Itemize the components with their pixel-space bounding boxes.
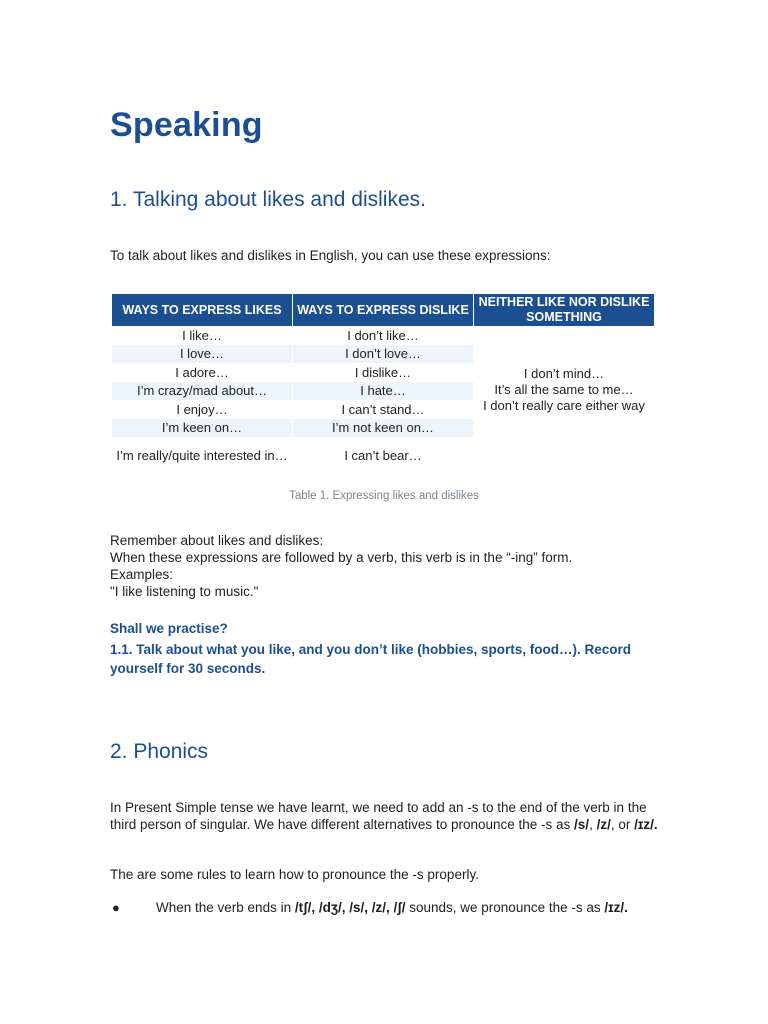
table-cell-merged: [474, 366, 654, 414]
table-cell: I like…: [182, 327, 222, 343]
bullet-text-part: When the verb ends in: [156, 900, 292, 915]
phonetic-symbol: /ɪz/.: [634, 816, 658, 832]
section-heading-phonics: 2. Phonics: [110, 740, 209, 763]
table-header-likes: WAYS TO EXPRESS LIKES: [112, 294, 292, 326]
dislikes-column: [293, 294, 473, 473]
likes-column: [112, 294, 292, 473]
table-cell: I enjoy…: [176, 401, 228, 417]
neither-column: [474, 294, 654, 474]
table-cell: I’m keen on…: [112, 419, 292, 438]
list-item-text: [132, 900, 658, 917]
phonics-text: or: [618, 816, 631, 832]
table-header-dislikes: WAYS TO EXPRESS DISLIKE: [293, 294, 473, 326]
bullet-text-part: sounds, we pronounce the -s as: [409, 900, 601, 915]
table-cell: I don’t like…: [347, 327, 419, 343]
phonetic-symbol: /s/: [574, 816, 590, 832]
likes-dislikes-table: [110, 294, 658, 474]
remember-line: Examples:: [110, 567, 174, 582]
table-cell: I love…: [112, 345, 292, 364]
table-cell: I don’t love…: [293, 345, 473, 364]
table-cell: I adore…: [175, 364, 229, 380]
table-caption: Table 1. Expressing likes and dislikes: [289, 490, 479, 502]
page-title: Speaking: [110, 106, 263, 144]
table-cell: I’m really/quite interested in…: [116, 447, 288, 463]
table-cell: I’m not keen on…: [293, 419, 473, 438]
remember-line: Remember about likes and dislikes:: [110, 533, 324, 548]
phonetic-symbols: /tʃ/, /dʒ/, /s/, /z/, /ʃ/: [294, 900, 406, 915]
table-cell: I can’t stand…: [341, 401, 425, 417]
table-cell: I can’t bear…: [344, 447, 422, 463]
table-cell: I dislike…: [354, 364, 412, 380]
table-cell-line: It’s all the same to me…: [494, 382, 634, 397]
practise-question: Shall we practise?: [110, 621, 228, 636]
phonics-text: In Present Simple tense we have learnt, we need to add an -s to the end of the verb in the third person of singular. We have different alternatives to pronounce the -s as: [110, 800, 647, 832]
phonetic-symbol: /ɪz/.: [604, 900, 628, 915]
table-cell: I hate…: [293, 382, 473, 401]
bullet-icon: ●: [112, 900, 120, 915]
list-item: [112, 900, 658, 917]
table-cell: I’m crazy/mad about…: [112, 382, 292, 401]
remember-line: When these expressions are followed by a verb, this verb is in the “-ing” form.: [110, 550, 573, 565]
intro-paragraph: To talk about likes and dislikes in English, you can use these expressions:: [110, 248, 551, 263]
phonics-paragraph: In Present Simple tense we have learnt, we need to add an -s to the end of the verb in the third person of singular. We have different alternatives to pronounce the -s as /s/, /z/, or /ɪz/.: [110, 800, 658, 832]
phonetic-symbol: /z/: [596, 816, 611, 832]
example-line: "I like listening to music.": [110, 584, 259, 599]
table-cell-line: I don’t really care either way: [483, 398, 645, 413]
practise-task: 1.1. Talk about what you like, and you don’t like (hobbies, sports, food…). Record yourself for 30 seconds.: [110, 642, 632, 676]
table-header-neither: NEITHER LIKE NOR DISLIKE SOMETHING: [474, 294, 654, 326]
table-cell-line: I don’t mind…: [523, 366, 605, 381]
rules-paragraph: The are some rules to learn how to pronounce the -s properly.: [110, 867, 479, 882]
section-heading-likes: 1. Talking about likes and dislikes.: [110, 188, 426, 211]
